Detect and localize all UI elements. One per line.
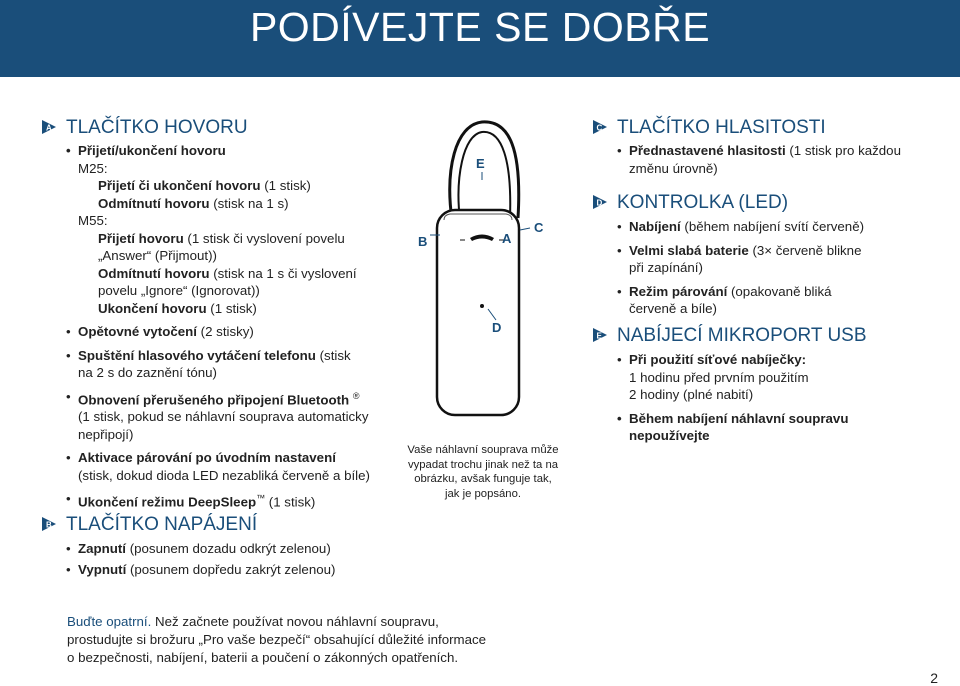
list-item: • Režim párování (opakovaně bliká červeně a bíle) [617, 283, 937, 318]
safety-note: Buďte opatrní. Než začnete používat novou náhlavní soupravu, prostudujte si brožuru „Pro vaše bezpečí“ obsahující důležité informace o bezpečnosti, nabíjení, baterii a poučení o zákonných opatřeních. [67, 614, 487, 665]
list-item: • Zapnutí (posunem dozadu odkrýt zelenou) [66, 540, 396, 558]
led-title: KONTROLKA (LED) [617, 192, 789, 213]
list-item: Přijetí hovoru (1 stisk či vyslovení povelu „Answer“ (Přijmout)) [98, 230, 345, 263]
list-item: Ukončení hovoru (1 stisk) [98, 300, 257, 316]
page-number: 2 [930, 670, 938, 686]
page-header [0, 0, 960, 77]
list-item: • Aktivace párování po úvodním nastavení (stisk, dokud dioda LED nezabliká červeně a bíle) [66, 449, 396, 484]
marker-e-icon [593, 328, 607, 342]
list-item: • Spuštění hlasového vytáčení telefonu (stisk na 2 s do zaznění tónu) [66, 347, 396, 382]
volume-button-title: TLAČÍTKO HLASITOSTI [617, 117, 826, 138]
marker-e-label: E [596, 331, 602, 341]
diagram-label-e: E [476, 156, 485, 171]
list-item: • Opětovné vytočení (2 stisky) [66, 323, 396, 341]
marker-a-icon [42, 120, 56, 134]
headset-illustration [400, 110, 570, 440]
list-item: M55: [78, 213, 108, 228]
list-item: • Přijetí/ukončení hovoru [66, 142, 396, 160]
section-usb-port [596, 325, 937, 445]
marker-d-icon [593, 195, 607, 209]
list-item: • Obnovení přerušeného připojení Bluetooth ® (1 stisk, pokud se náhlavní souprava automaticky nepřipojí) [66, 388, 396, 444]
list-item: • Vypnutí (posunem dopředu zakrýt zelenou) [66, 561, 396, 579]
section-title [596, 117, 937, 139]
diagram-label-d: D [492, 320, 502, 335]
section-title [46, 514, 396, 536]
list-item: Odmítnutí hovoru (stisk na 1 s) [98, 195, 289, 211]
safety-note-emphasis: Buďte opatrní. [67, 614, 152, 629]
diagram-caption: Vaše náhlavní souprava může vypadat trochu jinak než ta na obrázku, avšak funguje tak, jak je popsáno. [407, 444, 559, 500]
call-button-title: TLAČÍTKO HOVORU [66, 117, 248, 138]
list-item: Odmítnutí hovoru (stisk na 1 s či vyslovení povelu „Ignore“ (Ignorovat)) [98, 265, 357, 298]
section-title [596, 192, 937, 214]
list-item: • Nabíjení (během nabíjení svítí červeně) [617, 218, 937, 236]
list-item: • Při použití síťové nabíječky: 1 hodinu před prvním použitím 2 hodiny (plné nabití) [617, 351, 937, 404]
marker-b-label: B [46, 520, 52, 530]
section-title [596, 325, 937, 347]
page-title: PODÍVEJTE SE DOBŘE [249, 4, 711, 50]
list-item: M25: [78, 160, 108, 176]
power-button-title: TLAČÍTKO NAPÁJENÍ [66, 514, 258, 535]
diagram-label-c: C [534, 220, 544, 235]
marker-b-icon [42, 517, 56, 531]
list-item: • Přednastavené hlasitosti (1 stisk pro každou změnu úrovně) [617, 142, 937, 177]
section-led [596, 192, 937, 318]
diagram-label-a: A [502, 231, 512, 246]
marker-a-label: A [46, 123, 52, 133]
section-volume-button [596, 117, 937, 177]
list-item: • Velmi slabá baterie (3× červeně blikne při zapínání) [617, 242, 937, 277]
diagram-label-b: B [418, 234, 428, 249]
list-item: • Ukončení režimu DeepSleep™ (1 stisk) [66, 490, 396, 511]
section-title [46, 117, 396, 139]
section-power-button [46, 514, 396, 578]
marker-d-label: D [596, 198, 603, 208]
section-call-button [46, 117, 396, 511]
marker-c-icon [593, 120, 607, 134]
headset-diagram [400, 110, 570, 440]
usb-port-title: NABÍJECÍ MIKROPORT USB [617, 325, 867, 346]
list-item: Přijetí či ukončení hovoru (1 stisk) [98, 178, 311, 193]
list-item: • Během nabíjení náhlavní soupravu nepoužívejte [617, 410, 937, 445]
marker-c-label: C [596, 123, 603, 133]
